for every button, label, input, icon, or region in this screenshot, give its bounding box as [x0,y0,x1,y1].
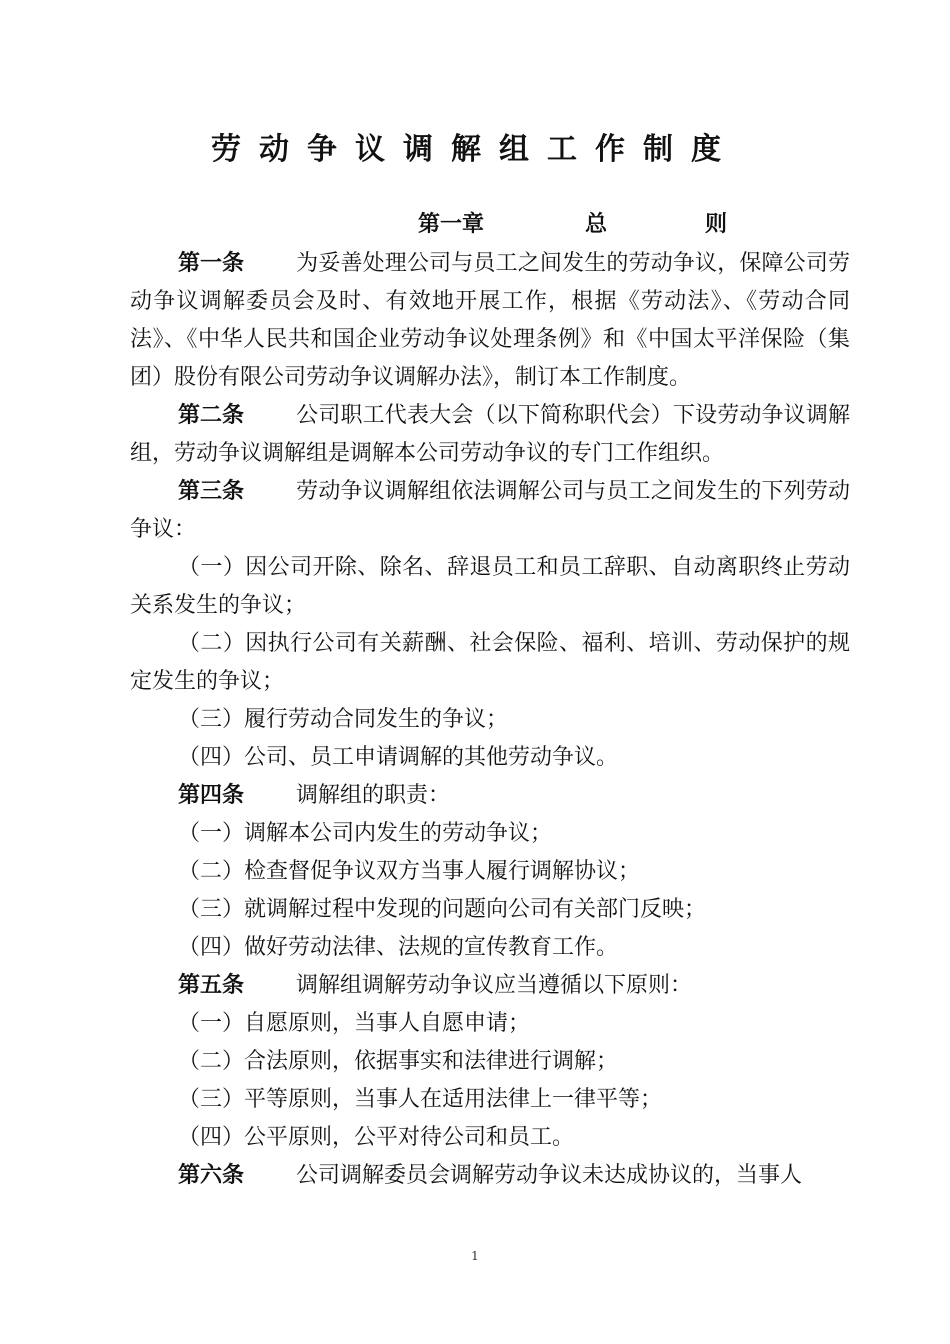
article-text: 调解组调解劳动争议应当遵循以下原则： [296,973,693,998]
article-label: 第五条 [178,973,245,998]
article-text: 公司职工代表大会（以下简称职代会）下设劳动争议调解组，劳动争议调解组是调解本公司劳动争议的专门工作组织。 [130,403,850,466]
article-label: 第四条 [178,783,245,808]
article-1 [130,245,850,397]
article-3 [130,473,850,549]
article-4-item-2: （二）检查督促争议双方当事人履行调解协议； [178,859,641,884]
article-3-item-1: （一）因公司开除、除名、辞退员工和员工辞职、自动离职终止劳动关系发生的争议； [130,555,850,618]
chapter-number: 第一章 [418,212,485,237]
article-5-item-1: （一）自愿原则，当事人自愿申请； [178,1011,531,1036]
article-4-item-3: （三）就调解过程中发现的问题向公司有关部门反映； [178,897,707,922]
chapter-heading [0,205,950,245]
article-5 [130,967,850,1005]
document-body [130,245,850,1195]
article-text: 公司调解委员会调解劳动争议未达成协议的，当事人 [296,1163,803,1188]
document-title: 劳动争议调解组工作制度 [211,132,739,167]
article-5-item-4: （四）公平原则，公平对待公司和员工。 [178,1125,575,1150]
article-4-item-4: （四）做好劳动法律、法规的宣传教育工作。 [178,935,619,960]
chapter-name-part1: 总 [585,212,608,237]
article-4-item-1: （一）调解本公司内发生的劳动争议； [178,821,553,846]
article-label: 第三条 [178,479,245,504]
article-6 [130,1157,850,1195]
article-2 [130,397,850,473]
article-3-item-2: （二）因执行公司有关薪酬、社会保险、福利、培训、劳动保护的规定发生的争议； [130,631,850,694]
article-5-item-2: （二）合法原则，依据事实和法律进行调解； [178,1049,619,1074]
article-label: 第六条 [178,1163,245,1188]
article-text: 劳动争议调解组依法调解公司与员工之间发生的下列劳动争议： [130,479,850,542]
article-label: 第一条 [178,251,245,276]
article-text: 调解组的职责： [296,783,451,808]
article-3-item-3: （三）履行劳动合同发生的争议； [178,707,509,732]
article-text: 为妥善处理公司与员工之间发生的劳动争议，保障公司劳动争议调解委员会及时、有效地开展工作，根据《劳动法》、《劳动合同法》、《中华人民共和国企业劳动争议处理条例》和《中国太平洋保险（集团）股份有限公司劳动争议调解办法》，制订本工作制度。 [130,251,850,390]
article-3-item-4: （四）公司、员工申请调解的其他劳动争议。 [178,745,619,770]
article-5-item-3: （三）平等原则，当事人在适用法律上一律平等； [178,1087,663,1112]
page-number: 1 [471,1249,479,1263]
article-label: 第二条 [178,403,245,428]
article-4 [130,777,850,815]
chapter-name-part2: 则 [705,212,728,237]
